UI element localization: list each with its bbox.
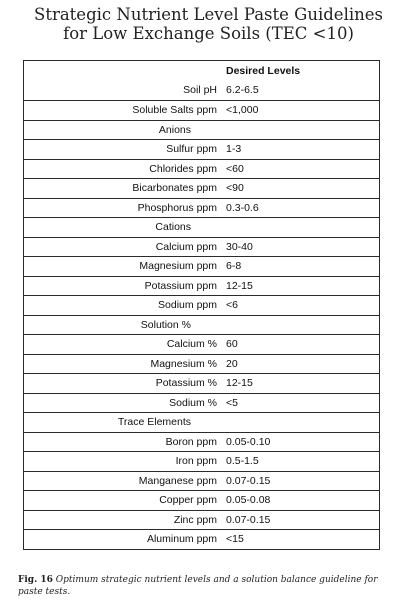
section-label: Solution %: [140, 318, 191, 331]
table-row: [24, 373, 379, 393]
nutrient-label: Phosphorus ppm: [137, 201, 217, 214]
desired-level-value: 6.2-6.5: [226, 84, 259, 97]
desired-level-value: 6-8: [226, 260, 242, 273]
desired-level-value: <6: [226, 299, 238, 312]
table-row: [24, 529, 379, 549]
page-title: [0, 5, 417, 43]
desired-level-value: <5: [226, 396, 238, 409]
desired-level-value: <1,000: [226, 104, 259, 117]
nutrient-label: Sodium ppm: [158, 299, 217, 312]
nutrient-label: Soluble Salts ppm: [132, 104, 217, 117]
nutrient-label: Sulfur ppm: [166, 143, 217, 156]
nutrient-label: Potassium %: [155, 377, 217, 390]
table-row: [24, 81, 379, 101]
section-label: Anions: [158, 123, 191, 136]
section-label: Trace Elements: [117, 416, 191, 429]
nutrient-label: Potassium ppm: [144, 279, 217, 292]
table-row: [24, 159, 379, 179]
nutrient-label: Chlorides ppm: [149, 162, 217, 175]
title-line-2: for Low Exchange Soils (TEC <10): [63, 24, 354, 43]
nutrient-table: [23, 60, 380, 550]
table-row: [24, 276, 379, 296]
table-row: [24, 334, 379, 354]
table-row: [24, 451, 379, 471]
desired-level-value: 1-3: [226, 143, 242, 156]
table-row: [24, 295, 379, 315]
nutrient-label: Manganese ppm: [138, 474, 217, 487]
desired-level-value: 0.07-0.15: [226, 474, 271, 487]
table-row: [24, 256, 379, 276]
desired-level-value: 12-15: [226, 377, 253, 390]
table-section-row: [24, 217, 379, 237]
desired-level-value: 0.3-0.6: [226, 201, 259, 214]
table-row: [24, 432, 379, 452]
figure-number: Fig. 16: [18, 575, 53, 585]
nutrient-label: Aluminum ppm: [146, 533, 217, 546]
figure-caption: [18, 574, 403, 598]
desired-level-value: 20: [226, 357, 238, 370]
nutrient-label: Calcium ppm: [155, 240, 217, 253]
table-section-row: [24, 412, 379, 432]
desired-level-value: 0.5-1.5: [226, 455, 259, 468]
table-row: [24, 100, 379, 120]
nutrient-label: Iron ppm: [175, 455, 217, 468]
nutrient-label: Calcium %: [166, 338, 217, 351]
desired-level-value: 0.07-0.15: [226, 513, 271, 526]
desired-level-value: 0.05-0.10: [226, 435, 271, 448]
table-section-row: [24, 315, 379, 335]
nutrient-label: Copper ppm: [159, 494, 217, 507]
header-desired-levels: Desired Levels: [226, 64, 301, 77]
table-row: [24, 393, 379, 413]
title-line-1: Strategic Nutrient Level Paste Guidelines: [34, 5, 383, 24]
desired-level-value: <60: [226, 162, 244, 175]
desired-level-value: <15: [226, 533, 244, 546]
table-row: [24, 237, 379, 257]
table-row: [24, 198, 379, 218]
desired-level-value: <90: [226, 182, 244, 195]
table-row: [24, 354, 379, 374]
table-row: [24, 178, 379, 198]
nutrient-label: Magnesium %: [150, 357, 217, 370]
desired-level-value: 0.05-0.08: [226, 494, 271, 507]
table-row: [24, 490, 379, 510]
nutrient-label: Bicarbonates ppm: [132, 182, 217, 195]
table-row: [24, 510, 379, 530]
nutrient-label: Magnesium ppm: [139, 260, 217, 273]
desired-level-value: 60: [226, 338, 238, 351]
desired-level-value: 12-15: [226, 279, 253, 292]
nutrient-label: Soil pH: [183, 84, 217, 97]
section-label: Cations: [155, 221, 191, 234]
nutrient-label: Zinc ppm: [173, 513, 217, 526]
table-row: [24, 471, 379, 491]
figure-caption-text: Optimum strategic nutrient levels and a solution balance guideline for paste tests.: [18, 575, 378, 597]
table-section-row: [24, 120, 379, 140]
nutrient-label: Sodium %: [169, 396, 217, 409]
table-row: [24, 139, 379, 159]
nutrient-label: Boron ppm: [165, 435, 217, 448]
table-header-row: [24, 61, 379, 81]
desired-level-value: 30-40: [226, 240, 253, 253]
